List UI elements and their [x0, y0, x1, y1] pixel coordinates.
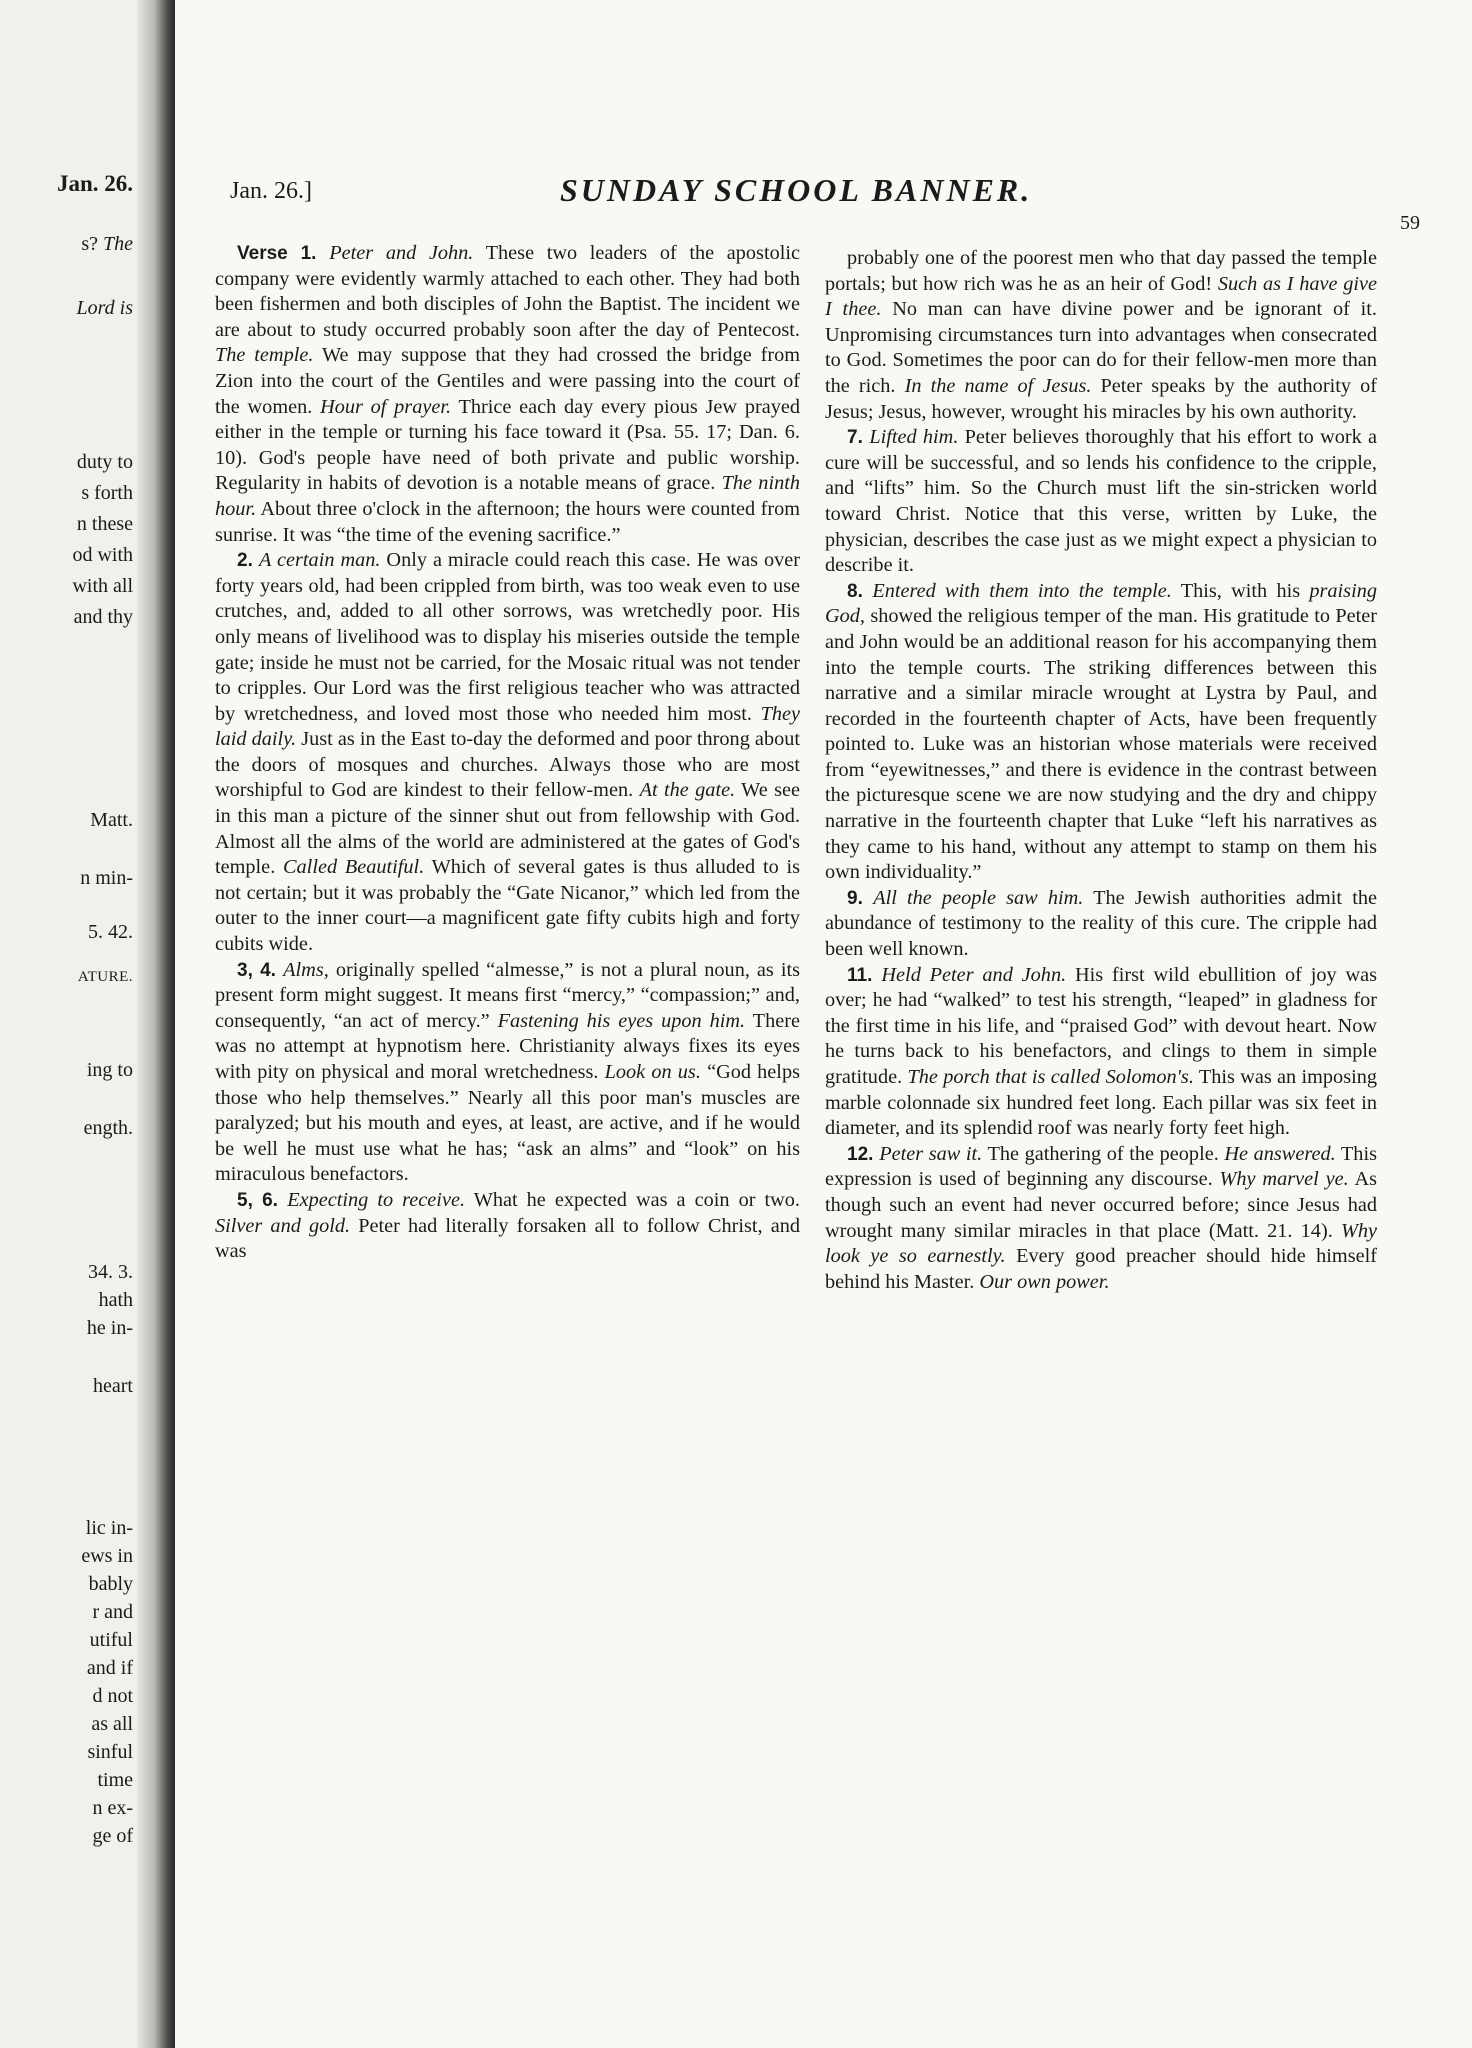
facing-page-line	[93, 1376, 133, 1396]
page-number: 59	[1400, 212, 1420, 234]
paragraph	[215, 241, 800, 548]
text-run: Peter believes thoroughly that his effort to work a cure will be successful, and so lends his confidence to the cripple, and “lifts” him. So the Church must lift the sin-stricken world toward Christ. Notice that this verse, written by Luke, the physician, describes the case just as we might expect a physician to describe it.	[825, 426, 1377, 577]
facing-page-line	[92, 1798, 133, 1818]
facing-line-text: n these	[76, 513, 133, 535]
text-run: “God helps those who help themselves.” Nearly all this poor man's muscles are paralyzed; but his mouth and eyes, at least, are active, and if he would be well he must use what he has; “ask an alms” and “look” on his miraculous benefactors.	[215, 1061, 800, 1186]
facing-line-text: he in-	[86, 1317, 133, 1339]
facing-line-text: ATURE.	[77, 969, 133, 985]
verse-number: Verse 1.	[237, 243, 330, 264]
text-run: Peter speaks by the authority of Jesus; Jesus, however, wrought his miracles by his own authority.	[825, 374, 1377, 423]
text-run: We may suppose that they had crossed the bridge from Zion into the court of the Gentiles and were passing into the court of the women.	[215, 344, 801, 418]
text-run: probably one of the poorest men who that day passed the temple portals; but how rich was he as an heir of God!	[825, 247, 1377, 295]
italic-phrase: Entered with them into the temple.	[872, 579, 1172, 602]
text-run: About three o'clock in the afternoon; the hours were counted from sunrise. It was “the time of the evening sacrifice.”	[215, 497, 800, 546]
facing-page-line	[78, 970, 133, 985]
facing-line-text: with all	[72, 575, 133, 597]
italic-phrase: A certain man.	[259, 549, 381, 572]
facing-page-line	[91, 1714, 133, 1734]
page-header	[230, 172, 1420, 234]
facing-line-text: and thy	[73, 606, 133, 628]
text-run: Which of several gates is thus alluded to is not certain; but it was probably the “Gate Nicanor,” which led from the outer to the inner court—a magnificent gate fifty cubits high and forty cubits wide.	[215, 856, 800, 956]
facing-page-line	[86, 1518, 133, 1538]
verse-number: 7.	[847, 427, 870, 449]
verse-number: 9.	[847, 887, 874, 909]
facing-page-line	[88, 1262, 133, 1282]
facing-page-line	[81, 1546, 133, 1566]
facing-line-text: ength.	[83, 1117, 133, 1139]
facing-page-line	[99, 1290, 133, 1310]
facing-page-line	[72, 576, 133, 596]
italic-phrase: In the name of Jesus.	[904, 374, 1092, 397]
facing-line-text: r and	[92, 1601, 133, 1623]
book-gutter	[137, 0, 175, 2048]
facing-line-text: sinful	[87, 1741, 133, 1763]
facing-line-text: n min-	[80, 867, 133, 889]
main-page	[175, 0, 1472, 2048]
paragraph	[215, 1188, 800, 1265]
italic-phrase: All the people saw him.	[873, 886, 1084, 909]
facing-page-line	[74, 607, 133, 627]
paragraph	[825, 886, 1377, 963]
facing-page-line	[80, 868, 133, 888]
right-column	[825, 246, 1377, 1295]
facing-page-line	[77, 514, 133, 534]
facing-page-fragment	[0, 0, 175, 2048]
text-run: Thrice each day every pious Jew prayed either in the temple or turning his face toward it (Psa. 55. 17; Dan. 6. 10). God's people have need of both private and public worship. Regularity in habits of devotion is a notable means of grace.	[215, 395, 800, 495]
facing-page-line	[77, 452, 133, 472]
facing-page-line	[90, 1630, 133, 1650]
facing-page-line	[87, 1658, 133, 1678]
facing-page-line	[92, 1826, 133, 1846]
facing-line-text: heart	[93, 1375, 133, 1397]
paragraph	[825, 963, 1377, 1142]
facing-line-text: n ex-	[92, 1797, 133, 1819]
italic-phrase: Peter saw it.	[879, 1142, 983, 1165]
text-run: originally spelled “almesse,” is not a plural noun, as its present form might suggest. It means first “mercy,” “compassion;” and, consequently, “an act of mercy.”	[215, 958, 800, 1032]
italic-phrase: At the gate.	[639, 779, 736, 802]
facing-line-text: s forth	[81, 482, 133, 504]
header-date: Jan. 26.]	[230, 178, 312, 204]
facing-page-header: Jan. 26.	[56, 171, 133, 196]
facing-page-line	[87, 1060, 133, 1080]
facing-line-text: 34. 3.	[88, 1261, 133, 1283]
text-run: There was no attempt at hypnotism here. Christianity always fixes its eyes with pity on physical and moral wretchedness.	[215, 1009, 800, 1083]
verse-number: 8.	[847, 580, 873, 602]
text-run: Just as in the East to-day the deformed and poor throng about the doors of mosques and churches. Always those who are most worshipful to God are kindest to their fellow-men.	[215, 728, 800, 802]
facing-line-text: s?	[81, 233, 103, 255]
text-run: His first wild ebullition of joy was over; he had “walked” to test his strength, “leaped” in gladness for the first time in his life, and “praised God” with devout heart. Now he turns back to his benefactors, and clings to them in simple gratitude.	[825, 963, 1377, 1088]
italic-phrase: Our own power.	[979, 1270, 1110, 1293]
text-run: No man can have divine power and be ignorant of it. Unpromising circumstances turn into advantages when consecrated to God. Sometimes the poor can do for their fellow-men more than the rich.	[825, 298, 1377, 397]
text-run: This expression is used of beginning any discourse.	[825, 1142, 1377, 1191]
facing-line-text: utiful	[89, 1629, 133, 1651]
italic-phrase: Held Peter and John.	[881, 963, 1067, 986]
facing-line-italic: Lord is	[76, 297, 133, 319]
italic-phrase: Silver and gold.	[215, 1214, 351, 1237]
italic-phrase: praising God,	[825, 579, 1377, 628]
text-run: The Jewish authorities admit the abundance of testimony to the reality of this cure. The cripple had been well known.	[825, 886, 1377, 961]
text-run: What he expected was a coin or two.	[465, 1188, 800, 1211]
header-title: SUNDAY SCHOOL BANNER.	[560, 172, 1033, 208]
facing-page-line	[92, 1602, 133, 1622]
text-run: This was an imposing marble colonnade six hundred feet long. Each pillar was six feet in diameter, and its splendid roof was nearly forty feet high.	[825, 1066, 1377, 1140]
text-run: We see in this man a picture of the sinner shut out from fellowship with God. Almost all the alms of the world are administered at the gates of God's temple.	[215, 779, 800, 879]
facing-page-line	[92, 1686, 133, 1706]
italic-phrase: Peter and John.	[329, 242, 474, 264]
italic-phrase: Look on us.	[604, 1061, 701, 1083]
text-run: Only a miracle could reach this case. He was over forty years old, had been crippled from birth, was too weak even to use crutches, and, added to all other sorrows, was wretchedly poor. His only means of livelihood was to display his miseries outside the temple gate; inside he must not be carried, for the Mosaic ritual was not tender to cripples. Our Lord was the first religious teacher who was attracted by wretchedness, and loved most those who needed him most.	[215, 549, 801, 725]
paragraph	[825, 579, 1377, 886]
italic-phrase: Alms,	[283, 958, 329, 981]
verse-number: 2.	[237, 550, 260, 572]
text-run: As though such an event had never occurred before; since Jesus had wrought many similar miracles in that place (Matt. 21. 14).	[825, 1168, 1377, 1242]
facing-line-text: time	[97, 1769, 133, 1791]
facing-line-text: 5. 42.	[88, 921, 133, 943]
facing-line-text: bably	[88, 1573, 133, 1595]
facing-page-line	[81, 234, 133, 254]
italic-phrase: The porch that is called Solomon's.	[907, 1066, 1194, 1088]
left-column	[215, 241, 800, 1265]
facing-line-text: ing to	[86, 1059, 133, 1081]
facing-line-text: d not	[92, 1685, 133, 1707]
text-run: These two leaders of the apostolic company were evidently warmly attached to each other. They had both been fishermen and both disciples of John the Baptist. The incident we are about to study occurred probably soon after the day of Pentecost.	[215, 242, 800, 341]
text-run: showed the religious temper of the man. His gratitude to Peter and John would be an additional reason for his accompanying them into the temple courts. The striking differences between this narrative and a similar miracle wrought at Lystra by Paul, and recorded in the fourteenth chapter of Acts, have been frequently pointed to. Luke was an historian whose materials were received from “eyewitnesses,” and there is evidence in the contrast between the picturesque scene we are now studying and the dry and chippy narrative in the fourteenth chapter that Luke “left his narratives as they came to his hand, without any attempt to stamp on them his own individuality.”	[825, 605, 1377, 884]
italic-phrase: Called Beautiful.	[283, 856, 425, 879]
facing-line-text: ews in	[81, 1545, 133, 1567]
text-run: Peter had literally forsaken all to follow Christ, and was	[215, 1214, 801, 1263]
italic-phrase: Why look ye so earnestly.	[825, 1219, 1377, 1268]
facing-line-text: Matt.	[90, 809, 133, 831]
facing-page-line	[76, 298, 133, 318]
facing-page-line	[89, 1574, 133, 1594]
verse-number: 11.	[847, 964, 882, 986]
facing-page-line	[84, 1118, 133, 1138]
italic-phrase: Why marvel ye.	[1219, 1168, 1349, 1191]
facing-line-text: as all	[91, 1713, 133, 1735]
facing-line-italic: The	[103, 233, 133, 255]
facing-page-line	[87, 1318, 133, 1338]
italic-phrase: They laid daily.	[215, 702, 800, 751]
facing-line-text: ge of	[92, 1825, 133, 1847]
text-run: Every good preacher should hide himself behind his Master.	[825, 1245, 1377, 1293]
verse-number: 12.	[847, 1143, 880, 1165]
text-run: The gathering of the people.	[982, 1142, 1225, 1165]
facing-page-line	[97, 1770, 133, 1790]
facing-page-line	[90, 810, 133, 830]
facing-page-line	[88, 922, 133, 942]
verse-number: 5, 6.	[237, 1189, 288, 1211]
text-run: This, with his	[1171, 579, 1310, 602]
italic-phrase: The temple.	[215, 344, 314, 367]
facing-line-text: duty to	[76, 451, 133, 473]
italic-phrase: Expecting to receive.	[287, 1188, 466, 1211]
facing-page-line	[72, 545, 133, 565]
paragraph	[825, 425, 1377, 579]
facing-line-text: hath	[98, 1289, 133, 1311]
italic-phrase: Fastening his eyes upon him.	[497, 1009, 746, 1032]
italic-phrase: Lifted him.	[869, 426, 959, 449]
facing-line-text: lic in-	[85, 1517, 133, 1539]
facing-page-line	[87, 1742, 133, 1762]
facing-page-line	[81, 483, 133, 503]
italic-phrase: He answered.	[1224, 1142, 1336, 1165]
paragraph	[215, 958, 800, 1188]
verse-number: 3, 4.	[237, 959, 284, 981]
italic-phrase: Such as I have give I thee.	[825, 272, 1377, 321]
paragraph	[215, 548, 800, 958]
italic-phrase: The ninth hour.	[215, 472, 800, 520]
paragraph	[825, 1142, 1377, 1296]
italic-phrase: Hour of prayer.	[320, 395, 452, 418]
paragraph	[825, 246, 1377, 425]
facing-line-text: od with	[72, 544, 133, 566]
facing-line-text: and if	[86, 1657, 133, 1679]
